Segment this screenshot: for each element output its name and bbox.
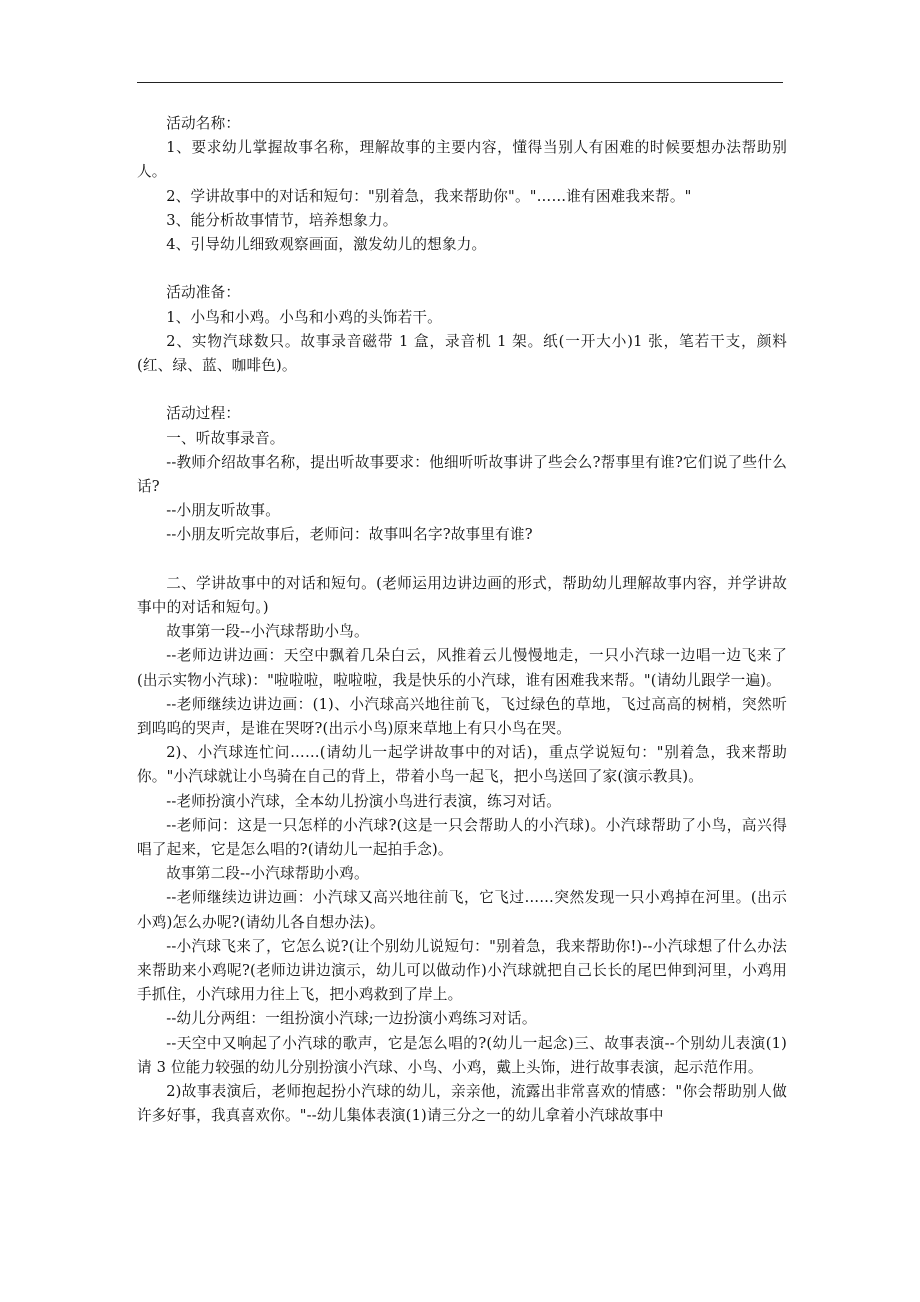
- paragraph: --老师扮演小汽球，全本幼儿扮演小鸟进行表演，练习对话。: [166, 792, 562, 810]
- paragraph: --老师继续边讲边画：(1)、小汽球高兴地往前飞，飞过绿色的草地，飞过高高的树梢，突然听到呜呜的哭声，是谁在哭呀?(出示小鸟)原来草地上有只小鸟在哭。: [137, 695, 787, 738]
- paragraph: 故事第一段--小汽球帮助小鸟。: [166, 623, 369, 641]
- paragraph: --老师问：这是一只怎样的小汽球?(这是一只会帮助人的小汽球)。小汽球帮助了小鸟，高兴得唱了起来，它是怎么唱的?(请幼儿一起拍手念)。: [137, 816, 787, 859]
- paragraph: 1、小鸟和小鸡。小鸟和小鸡的头饰若干。: [166, 308, 442, 326]
- paragraph: --小朋友听故事。: [166, 502, 281, 520]
- paragraph: --小汽球飞来了，它怎么说?(让个别幼儿说短句："别着急，我来帮助你!)--小汽球想了什么办法来帮助来小鸡呢?(老师边讲边演示，幼儿可以做动作)小汽球就把自己长长的尾巴伸到河里，小鸡用手抓住，小汽球用力往上飞，把小鸡救到了岸上。: [137, 937, 787, 1004]
- paragraph: 二、学讲故事中的对话和短句。(老师运用边讲边画的形式，帮助幼儿理解故事内容，并学讲故事中的对话和短句。): [137, 574, 787, 617]
- paragraph: 2、学讲故事中的对话和短句："别着急，我来帮助你"。"……谁有困难我来帮。": [166, 187, 692, 205]
- section-heading: 活动过程：: [166, 405, 241, 423]
- section-gap: [137, 378, 787, 402]
- paragraph: 4、引导幼儿细致观察画面，激发幼儿的想象力。: [166, 236, 487, 254]
- document-body: [137, 112, 787, 1128]
- paragraph: 2)、小汽球连忙问……(请幼儿一起学讲故事中的对话)，重点学说短句："别着急，我来帮助你。"小汽球就让小鸟骑在自己的背上，带着小鸟一起飞，把小鸟送回了家(演示教具)。: [137, 744, 787, 786]
- paragraph: --教师介绍故事名称，提出听故事要求：他细听听故事讲了些会么?帮事里有谁?它们说了些什么话?: [137, 453, 787, 496]
- paragraph: 2)故事表演后，老师抱起扮小汽球的幼儿，亲亲他，流露出非常喜欢的情感："你会帮助别人做许多好事，我真喜欢你。"--幼儿集体表演(1)请三分之一的幼儿拿着小汽球故事中: [137, 1083, 787, 1125]
- section-gap: [137, 257, 787, 281]
- section-heading: 活动名称：: [166, 115, 241, 132]
- paragraph: 故事第二段--小汽球帮助小鸡。: [166, 865, 369, 883]
- paragraph: 1、要求幼儿掌握故事名称，理解故事的主要内容，懂得当别人有困难的时候要想办法帮助别人。: [137, 139, 787, 181]
- paragraph: 一、听故事录音。: [166, 429, 285, 447]
- paragraph: --老师继续边讲边画：小汽球又高兴地往前飞，它飞过……突然发现一只小鸡掉在河里。(出示小鸡)怎么办呢?(请幼儿各自想办法)。: [137, 889, 787, 931]
- paragraph: 3、能分析故事情节，培养想象力。: [166, 211, 398, 229]
- section-gap: [137, 548, 787, 572]
- header-rule: [137, 82, 783, 83]
- paragraph: --天空中又响起了小汽球的歌声，它是怎么唱的?(幼儿一起念)三、故事表演--个别幼儿表演(1)请 3 位能力较强的幼儿分别扮演小汽球、小鸟、小鸡，戴上头饰，进行故事表演，起示范作用。: [137, 1034, 787, 1076]
- paragraph: --小朋友听完故事后，老师问：故事叫名字?故事里有谁?: [166, 526, 533, 544]
- paragraph: 2、实物汽球数只。故事录音磁带 1 盒，录音机 1 架。纸(一开大小)1 张，笔若干支，颜料(红、绿、蓝、咖啡色)。: [137, 332, 787, 375]
- section-heading: 活动准备：: [166, 284, 241, 302]
- paragraph: --老师边讲边画：天空中飘着几朵白云，风推着云儿慢慢地走，一只小汽球一边唱一边飞来了(出示实物小汽球)："啦啦啦，啦啦啦，我是快乐的小汽球，谁有困难我来帮。"(请幼儿跟学一遍)。: [137, 647, 787, 689]
- paragraph: --幼儿分两组：一组扮演小汽球;一边扮演小鸡练习对话。: [166, 1010, 537, 1028]
